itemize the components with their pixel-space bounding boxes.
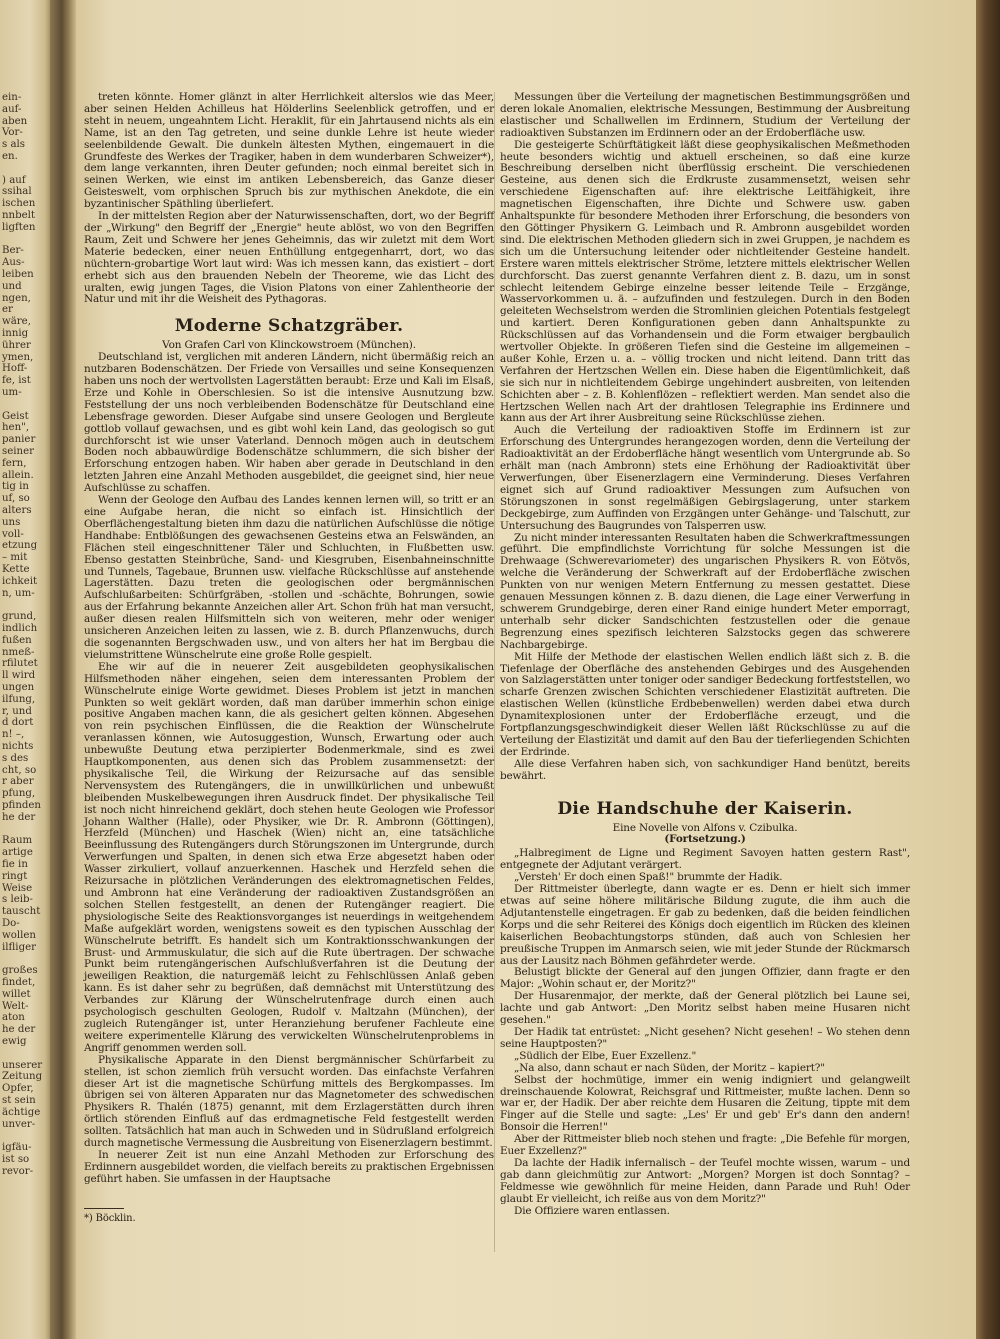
left-page-fragment: igfäu- — [2, 1142, 32, 1154]
left-page-fragment: s als — [2, 139, 26, 151]
left-page-fragment: ligften — [2, 221, 36, 233]
article-body-continued — [500, 92, 910, 783]
left-page-fragment: ein- — [2, 92, 22, 103]
left-page-fragment: Zeitung — [2, 1071, 43, 1083]
left-page-fragment: findet, — [2, 977, 36, 988]
left-page-edge — [0, 0, 50, 1339]
left-page-fragment: er — [2, 304, 13, 316]
footnote: *) Böcklin. — [84, 1212, 136, 1224]
left-page-fragment: wäre, — [2, 316, 31, 328]
left-page-fragment: ssihal — [2, 186, 32, 198]
paragraph: Wenn der Geologe den Aufbau des Landes kennen lernen will, so tritt er an eine Aufgabe heran, die nicht so einfach ist. Hinsichtlich der Oberflächengestaltung bieten ihm dazu die natürlichen Aufschlüsse die nötige Handhabe: Entblößungen des gewachsenen Gesteins etwa an Felswänden, an Flächen steil eingeschnittener Täler und Schluchten, in Flußbetten usw. Ebenso gestatten Steinbrüche, Sand- und Kiesgruben, Eisenbahneinschnitte und Tunnels, Tagebaue, Brunnen usw. vielfache Rückschlüsse auf anstehende Lagerstätten. Dazu treten die geologischen oder bergmännischen Aufschlußarbeiten: Schürfgräben, -stollen und -schächte, Bohrungen, sowie aus der Erfahrung bekannte Anzeichen aller Art. Schon früh hat man versucht, außer diesen realen Hilfsmitteln sich von weiteren, mehr oder weniger unsicheren Anzeichen leiten zu lassen, wie z. B. durch Pflanzenwuchs, durch die sogenannten Bergschwaden usw., und von alters her hat im Bergbau die vielumstrittene Wünschelrute eine große Rolle gespielt. — [84, 494, 494, 661]
left-page-fragment: Ber- — [2, 245, 24, 257]
left-page-fragment: Do- — [2, 918, 20, 929]
paragraph: Belustigt blickte der General auf den jungen Offizier, dann fragte er den Major: „Wohin schaut er, der Moritz?" — [500, 966, 910, 991]
left-page-fragment: voll- — [2, 528, 24, 540]
paragraph: „Halbregiment de Ligne und Regiment Savoyen hatten gestern Rast", entgegnete der Adjutant verärgert. — [500, 847, 910, 872]
left-page-fragment: artige — [2, 847, 33, 859]
paragraph: In der mittelsten Region aber der Naturwissenschaften, dort, wo der Begriff der „Wirkung" den Begriff der „Energie" heute ablöst, wo von den Begriffen Raum, Zeit und Schwere her jenes Geheimnis, das wir zuletzt mit dem Wort Materie bedecken, einer neuen Enthüllung entgegenharrt, dort, wo das nüchtern-grobartige Wort laut wird: Was ich messen kann, das existiert – dort erhebt sich aus den brauenden Nebeln der Theoreme, wie das Licht des uralten, ewig jungen Tages, die Vision Platons von einer Zahlentheorie der Natur und mit ihr die Weisheit des Pythagoras. — [84, 210, 494, 306]
left-page-fragment: ungen — [2, 682, 35, 693]
left-page-fragment: pfinden — [2, 800, 41, 811]
left-page-fragment: tauscht — [2, 906, 41, 918]
paragraph: Die Offiziere waren entlassen. — [514, 1204, 670, 1217]
column-divider — [494, 92, 495, 1252]
left-page-fragment: und — [2, 280, 22, 292]
left-page-fragment: ilfliger — [2, 941, 36, 953]
left-page-fragment: aton — [2, 1012, 25, 1024]
left-page-fragment: he der — [2, 811, 36, 823]
left-page-fragment: auf- — [2, 103, 22, 115]
paragraph: Aber der Rittmeister blieb noch stehen und fragte: „Die Befehle für morgen, Euer Exzellenz?" — [500, 1133, 910, 1158]
paragraph: Messungen über die Verteilung der magnetischen Bestimmungsgrößen und deren lokale Anomalien, elektrische Messungen, Bestimmung der Ausbreitung elastischer und Schallwellen im Erdinnern, Studium der Verteilung der radioaktiven Substanzen im Erdinnern oder an der Erdoberfläche usw. — [500, 91, 910, 139]
left-page-fragment: r aber — [2, 776, 34, 788]
article-headline-handschuhe: Die Handschuhe der Kaiserin. — [557, 798, 853, 819]
left-page-fragment: Geist — [2, 410, 29, 422]
newspaper-page — [76, 0, 976, 1339]
paragraph: Selbst der hochmütige, immer ein wenig indigniert und gelangweilt dreinschauende Kolowrat, Reichsgraf und Rittmeister, mußte lachen. Denn so war er, der Hadik. Der aber reichte dem Husaren die Zeitung, tippte mit dem Finger auf die Stelle und sagte: „Les' Er und geb' Er's dann den andern! Bonsoir die Herren!" — [500, 1073, 910, 1134]
left-page-fragment: allein. — [2, 469, 34, 481]
paragraph: Alle diese Verfahren haben sich, von sachkundiger Hand benützt, bereits bewährt. — [500, 757, 910, 782]
paragraph: Auch die Verteilung der radioaktiven Stoffe im Erdinnern ist zur Erforschung des Untergrundes herangezogen worden, denn die Verteilung der Radioaktivität an der Erdoberfläche hängt wesentlich vom Untergrunde ab. So erhält man (nach Ambronn) stets eine Erhöhung der Radioaktivität über Verwerfungen, über Eisenerzlagern eine Verminderung. Dieses Verfahren eignet sich auf Grund radioaktiver Messungen zum Aufsuchen von Störungszonen in sonst regelmäßigen Gebirgslagerung, unter starkem Deckgebirge, zum Auffinden von Erzgängen unter Gehänge- und Talschutt, zur Untersuchung des Baugrundes von Talsperren usw. — [500, 424, 910, 532]
left-column — [84, 92, 494, 1225]
article-headline-schatzgraeber: Moderne Schatzgräber. — [174, 316, 404, 337]
left-page-fragment: ll wird — [2, 670, 36, 682]
intro-text — [84, 92, 494, 306]
left-page-fragment: fern, — [2, 457, 27, 469]
footnote-rule — [84, 1208, 124, 1209]
left-page-fragment: Weise — [2, 882, 33, 894]
paragraph: In neuerer Zeit ist nun eine Anzahl Methoden zur Erforschung des Erdinnern ausgebildet worden, die vielfach bereits zu praktischen Ergebnissen geführt haben. Sie umfassen in der Hauptsache — [84, 1148, 494, 1185]
left-page-fragment: pfung, — [2, 788, 36, 800]
left-page-fragment: Raum — [2, 835, 33, 847]
left-page-fragment: aben — [2, 115, 28, 127]
left-page-fragment: ymen, — [2, 351, 34, 363]
left-page-fragment: ) auf — [2, 174, 26, 186]
left-page-fragment: s des — [2, 752, 29, 764]
paragraph: Zu nicht minder interessanten Resultaten haben die Schwerkraftmessungen geführt. Die empfindlichste Vorrichtung für solche Messungen ist die Drehwaage (Schwerevariometer) des ungarischen Physikers R. von Eötvös, welche die Veränderung der Schwerkraft auf der Erdoberfläche zwischen Punkten von nur wenigen Metern Entfernung zu messen gestattet. Diese genauen Messungen können z. B. dazu dienen, die Lage einer Verwerfung in schwerem Grundgebirge, deren einer Rand einige hundert Meter emporragt, unterhalb sehr dicker Sandschichten festzustellen oder die genaue Begrenzung eines spezifisch leichteren Salzstocks gegen das schwerere Nachbargebirge. — [500, 531, 910, 651]
paragraph: Deutschland ist, verglichen mit anderen Ländern, nicht übermäßig reich an nutzbaren Bodenschätzen. Der Friede von Versailles und seine Konsequenzen haben uns noch der wertvollsten Lagerstätten beraubt: Erze und Kali im Elsaß, Erze und Kohle in Oberschlesien. So ist die intensive Ausnutzung bzw. Feststellung der uns noch verbleibenden Bodenschätze für Deutschland eine Lebensfrage geworden. Dieser Aufgabe sind unsere Geologen und Bergleute gottlob vollauf gewachsen, und es gibt wohl kein Land, das geologisch so gut durchforscht ist wie unser Vaterland. Dennoch mögen auch in deutschem Boden noch abbauwürdige Bodenschätze schlummern, die sich bisher der Erforschung entzogen haben. Wir haben aber gerade in Deutschland in den letzten Jahren eine Anzahl Methoden ausgebildet, die geeignet sind, hier neue Aufschlüsse zu schaffen. — [84, 351, 494, 495]
paragraph: Der Husarenmajor, der merkte, daß der General plötzlich bei Laune sei, lachte und gab Antwort: „Den Moritz selbst haben meine Husaren nicht gesehen." — [500, 990, 910, 1027]
left-page-fragment: fie in — [2, 859, 28, 870]
paragraph: „Na also, dann schaut er nach Süden, der Moritz – kapiert?" — [514, 1061, 825, 1074]
paragraph: treten könnte. Homer glänzt in alter Herrlichkeit alterslos wie das Meer, aber seinen Helden Achilleus hat Hölderlins Seelenblick getroffen, und er steht in neuem, ungeahntem Licht. Heraklit, für ein Jahrtausend nichts als ein Name, ist an den Tag getreten, und seine dunkle Lehre ist heute wieder seelenbildende Gewalt. Die dunkeln ältesten Mythen, eingemauert in die Grundfeste des Werkes der Tragiker, haben in dem wunderbaren Schweizer*), dem lange verkannten, ihren Deuter gefunden; noch einmal bereitet sich in seinen Werken, wie einst im antiken Lebensbereich, das Ganze dieser Geisteswelt, vom orphischen Spruch bis zur mythischen Anekdote, die ein byzantinischer Späthling überliefert. — [84, 91, 494, 211]
left-page-fragment: panier — [2, 434, 36, 446]
left-page-fragment: nmeß- — [2, 646, 35, 658]
left-page-fragment: Kette — [2, 564, 30, 575]
left-page-fragment: ilfung, — [2, 693, 36, 705]
paragraph: Der Hadik tat entrüstet: „Nicht gesehen? Nicht gesehen! – Wo stehen denn seine Hauptposten?" — [500, 1025, 910, 1050]
left-page-fragment: großes — [2, 965, 38, 977]
left-page-fragment: r, und — [2, 705, 32, 717]
left-page-fragment: unver- — [2, 1118, 36, 1130]
left-page-fragment: n, um- — [2, 587, 35, 599]
continuation-label: (Fortsetzung.) — [664, 833, 746, 846]
left-page-fragment: he der — [2, 1024, 36, 1036]
left-page-fragment: uf, so — [2, 493, 30, 505]
left-page-fragment: unserer — [2, 1059, 43, 1071]
left-page-fragment: seiner — [2, 446, 34, 457]
article-body — [84, 352, 494, 1185]
left-page-fragment: ichkeit — [2, 575, 38, 587]
left-page-fragment: Vor- — [2, 127, 23, 139]
book-gutter — [50, 0, 76, 1339]
left-page-fragment: um- — [2, 387, 22, 398]
left-page-fragment: ührer — [2, 339, 31, 351]
left-page-fragment: innig — [2, 328, 29, 339]
left-page-fragment: ringt — [2, 870, 28, 882]
novel-body — [500, 848, 910, 1217]
left-page-fragment: nnbelt — [2, 210, 36, 221]
left-page-fragment: en. — [2, 151, 18, 162]
right-column — [500, 92, 910, 1217]
left-page-fragment: st sein — [2, 1095, 36, 1106]
left-page-fragment: d dort — [2, 717, 34, 729]
left-page-fragment: – mit — [2, 552, 28, 564]
left-page-fragment: ist so — [2, 1154, 30, 1165]
left-page-fragment: leiben — [2, 269, 34, 280]
left-page-fragment: uns — [2, 516, 21, 528]
left-page-fragment: ächtige — [2, 1106, 41, 1118]
paragraph: „Versteh' Er doch einen Spaß!" brummte der Hadik. — [514, 871, 783, 884]
book-edge — [976, 0, 1000, 1339]
left-page-fragment: ewig — [2, 1036, 27, 1047]
left-page-fragment: nichts — [2, 741, 34, 752]
left-page-fragment: ischen — [2, 198, 36, 210]
left-page-fragment: indlich — [2, 623, 38, 634]
paragraph: Mit Hilfe der Methode der elastischen Wellen endlich läßt sich z. B. die Tiefenlage der Oberfläche des anstehenden Gebirges und des Ausgehenden von Salzlagerstätten unter toniger oder sandiger Bedeckung fortfeststellen, wo scharfe Grenzen zwischen Schichten verschiedener Elastizität auftreten. Die elastischen Wellen (künstliche Erdbebenwellen) werden dabei etwa durch Dynamitexplosionen unter der Erdoberfläche erzeugt, und die Fortpflanzungsgeschwindigkeit dieser Wellen läßt Rückschlüsse zu auf die Verteilung der Elastizität und damit auf den Bau der tieferliegenden Schichten der Erdrinde. — [500, 650, 910, 758]
left-page-fragment: tig in — [2, 481, 29, 493]
paragraph: Da lachte der Hadik infernalisch – der Teufel mochte wissen, warum – und gab dann gleichmütig zur Antwort: „Morgen? Morgen ist doch Sonntag? – Feldmesse wie gewöhnlich für meine Heiden, dann Parade und Ruh! Oder glaubt Er vielleicht, ich reiße aus von dem Moritz?" — [500, 1156, 910, 1205]
left-page-fragment: n! –, — [2, 729, 25, 741]
left-page-fragment: Hoff- — [2, 363, 28, 375]
left-page-fragment: Aus- — [2, 257, 25, 269]
left-page-fragment: wollen — [2, 929, 36, 941]
left-page-fragment: willet — [2, 988, 31, 1000]
left-page-fragment: alters — [2, 505, 32, 516]
left-page-fragment: fe, ist — [2, 375, 31, 387]
left-page-fragment: cht, so — [2, 764, 37, 776]
left-page-fragment: revor- — [2, 1165, 34, 1177]
paragraph: Der Rittmeister überlegte, dann wagte er es. Denn er hielt sich immer etwas auf seine höhere militärische Bildung zugute, die ihm auch die Adjutantenstelle eingetragen. Er gab zu bedenken, daß die beiden feindlichen Korps und die sehr Reiterei des Königs doch eigentlich im Rücken des kleinen kaiserlichen Beobachtungstorps stünden, daß auch von Schlesien her preußische Truppen im Anmarsch seien, wie mit jeder Stunde der Rückmarsch aus der Lausitz nach Böhmen gefährdeter werde. — [500, 883, 910, 967]
paragraph: Die gesteigerte Schürftätigkeit läßt diese geophysikalischen Meßmethoden heute besonders wichtig und aktuell erscheinen, so daß eine kurze Beschreibung derselben nicht überflüssig erscheint. Die verschiedenen Gesteine, aus denen sich die Erdkruste zusammensetzt, weisen sehr verschiedene Eigenschaften auf: ihre elektrische Leitfähigkeit, ihre magnetischen Eigenschaften, ihre Dichte und Schwere usw. gaben Anhaltspunkte für besondere Methoden ihrer Erforschung, die besonders von den Göttinger Physikern G. Leimbach und R. Ambronn ausgebildet worden sind. Die elektrischen Methoden gliedern sich in zwei Gruppen, je nachdem es sich um die Untersuchung leitender oder nichtleitender Gesteine handelt. Erstere waren mittels elektrischer Ströme, letztere mittels elektrischer Wellen durchforscht. Das zuerst genannte Verfahren dient z. B. dazu, um in sonst schlecht leitendem Gebirge einzelne besser leitende Teile – Erzgänge, Wasservorkommen u. ä. – aufzufinden und festzulegen. Durch in den Boden geleiteten Wechselstrom werden die Stromlinien gleichen Potentials festgelegt und kartiert. Deren Konfigurationen geben dann Anhaltspunkte zu Rückschlüssen auf das Vorhandensein und die Form etwaiger bergbaulich wertvoller Objekte. In größeren Tiefen sind die Gesteine im allgemeinen – außer Kohle, Erzen u. a. – völlig trocken und nicht leitend. Dann tritt das Verfahren der Hertzschen Wellen ein. Diese haben die Eigentümlichkeit, daß sie sich nur in nichtleitendem Gebirge ungehindert ausbreiten, von leitenden Schichten aber – z. B. Kohlenflözen – reflektiert werden. Man sendet also die Hertzschen Wellen nach Art der drahtlosen Telegraphie ins Erdinnere und kann aus der Art ihrer Ausbreitung seine Rückschlüsse ziehen. — [500, 138, 910, 425]
left-page-fragment: rfilutet — [2, 658, 38, 670]
paragraph: Ehe wir auf die in neuerer Zeit ausgebildeten geophysikalischen Hilfsmethoden näher eingehen, seien dem interessanten Problem der Wünschelrute einige Worte gewidmet. Dieses Problem ist jetzt in manchen Punkten so weit geklärt worden, daß man darüber immerhin schon einige positive Angaben machen kann, die als gesichert gelten können. Abgesehen von rein psychischen Einflüssen, die die Reaktion der Wünschelrute veranlassen können, wie Autosuggestion, Wunsch, Erwartung oder auch unbewußte Deutung etwa perzipierter Bodenmerkmale, sind es zwei Hauptkomponenten, aus denen sich das Problem zusammensetzt: der physikalische Teil, die Wirkung der Reizursache auf das sensible Nervensystem des Rutengängers, die in unwillkürlichen und unbewußt bleibenden Muskelbewegungen ihren Ausdruck findet. Der physikalische Teil ist noch nicht hinreichend geklärt, doch stehen heute Geologen wie Professor Johann Walther (Halle), oder Physiker, wie Dr. R. Ambronn (Göttingen), Herzfeld (München) und Haschek (Wien) nicht an, eine tatsächliche Beeinflussung des Rutengängers durch Störungszonen im Untergrunde, durch Verwerfungen und Spalten, in denen sich etwa Erze abgesetzt haben oder Wasser zirkuliert, vollauf anzuerkennen. Haschek und Herzfeld sehen die Reizursache in plötzlichen Veränderungen des elektromagnetischen Feldes, und Ambronn hat eine Veränderung der radioaktiven Zustandsgrößen an solchen Stellen festgestellt, an denen der Rutengänger reagiert. Die physiologische Seite des Reaktionsvorganges ist neuerdings in weitgehendem Maße aufgeklärt worden, wenigstens soweit es den typischen Ausschlag der Wünschelrute betrifft. Es handelt sich um Kontraktionsschwankungen der Brust- und Armmuskulatur, die sich auf die Rute übertragen. Der schwache Punkt beim rutengängerischen Aufschlußverfahren ist die Deutung der jeweiligen Reaktion, die naturgemäß leicht zu Fehlschlüssen Anlaß geben kann. Es ist daher sehr zu begrüßen, daß demnächst mit Unterstützung des Verbandes zur Klärung der Wünschelrutenfrage durch einen auch psychologisch geschulten Geologen, Rudolf v. Maltzahn (München), der zugleich Rutengänger ist, unter Heranziehung berufener Fachleute eine weitere experimentelle Klärung des verwickelten Wünschelrutenproblems in Angriff genommen werden soll. — [84, 660, 494, 1054]
left-page-fragment: Welt- — [2, 1000, 29, 1012]
left-page-fragment: hen", — [2, 422, 30, 434]
left-page-fragment: Opfer, — [2, 1083, 34, 1095]
left-page-fragment: ngen, — [2, 292, 31, 304]
left-page-fragment: fußen — [2, 634, 32, 646]
article-byline: Von Grafen Carl von Klinckowstroem (München). — [162, 339, 416, 352]
paragraph: Physikalische Apparate in den Dienst bergmännischer Schürfarbeit zu stellen, ist schon ziemlich früh versucht worden. Das einfachste Verfahren dieser Art ist die magnetische Schürfung mittels des Bergkompasses. Im übrigen sei von älteren Apparaten nur das Magnetometer des schwedischen Physikers R. Thalén (1875) genannt, mit dem Erzlagerstätten durch ihren örtlich störenden Einfluß auf das erdmagnetische Feld festgestellt werden sollten. Tatsächlich hat man auch in Schweden und in Südrußland erfolgreich durch magnetische Vermessung die Ausbreitung von Eisenerzlagern bestimmt. — [84, 1053, 494, 1150]
left-page-fragment: s leib- — [2, 894, 33, 906]
left-page-fragment: etzung — [2, 540, 38, 552]
novel-subtitle: Eine Novelle von Alfons v. Czibulka. — [612, 821, 798, 834]
paragraph: „Südlich der Elbe, Euer Exzellenz." — [514, 1049, 697, 1062]
left-page-fragment: grund, — [2, 611, 37, 623]
